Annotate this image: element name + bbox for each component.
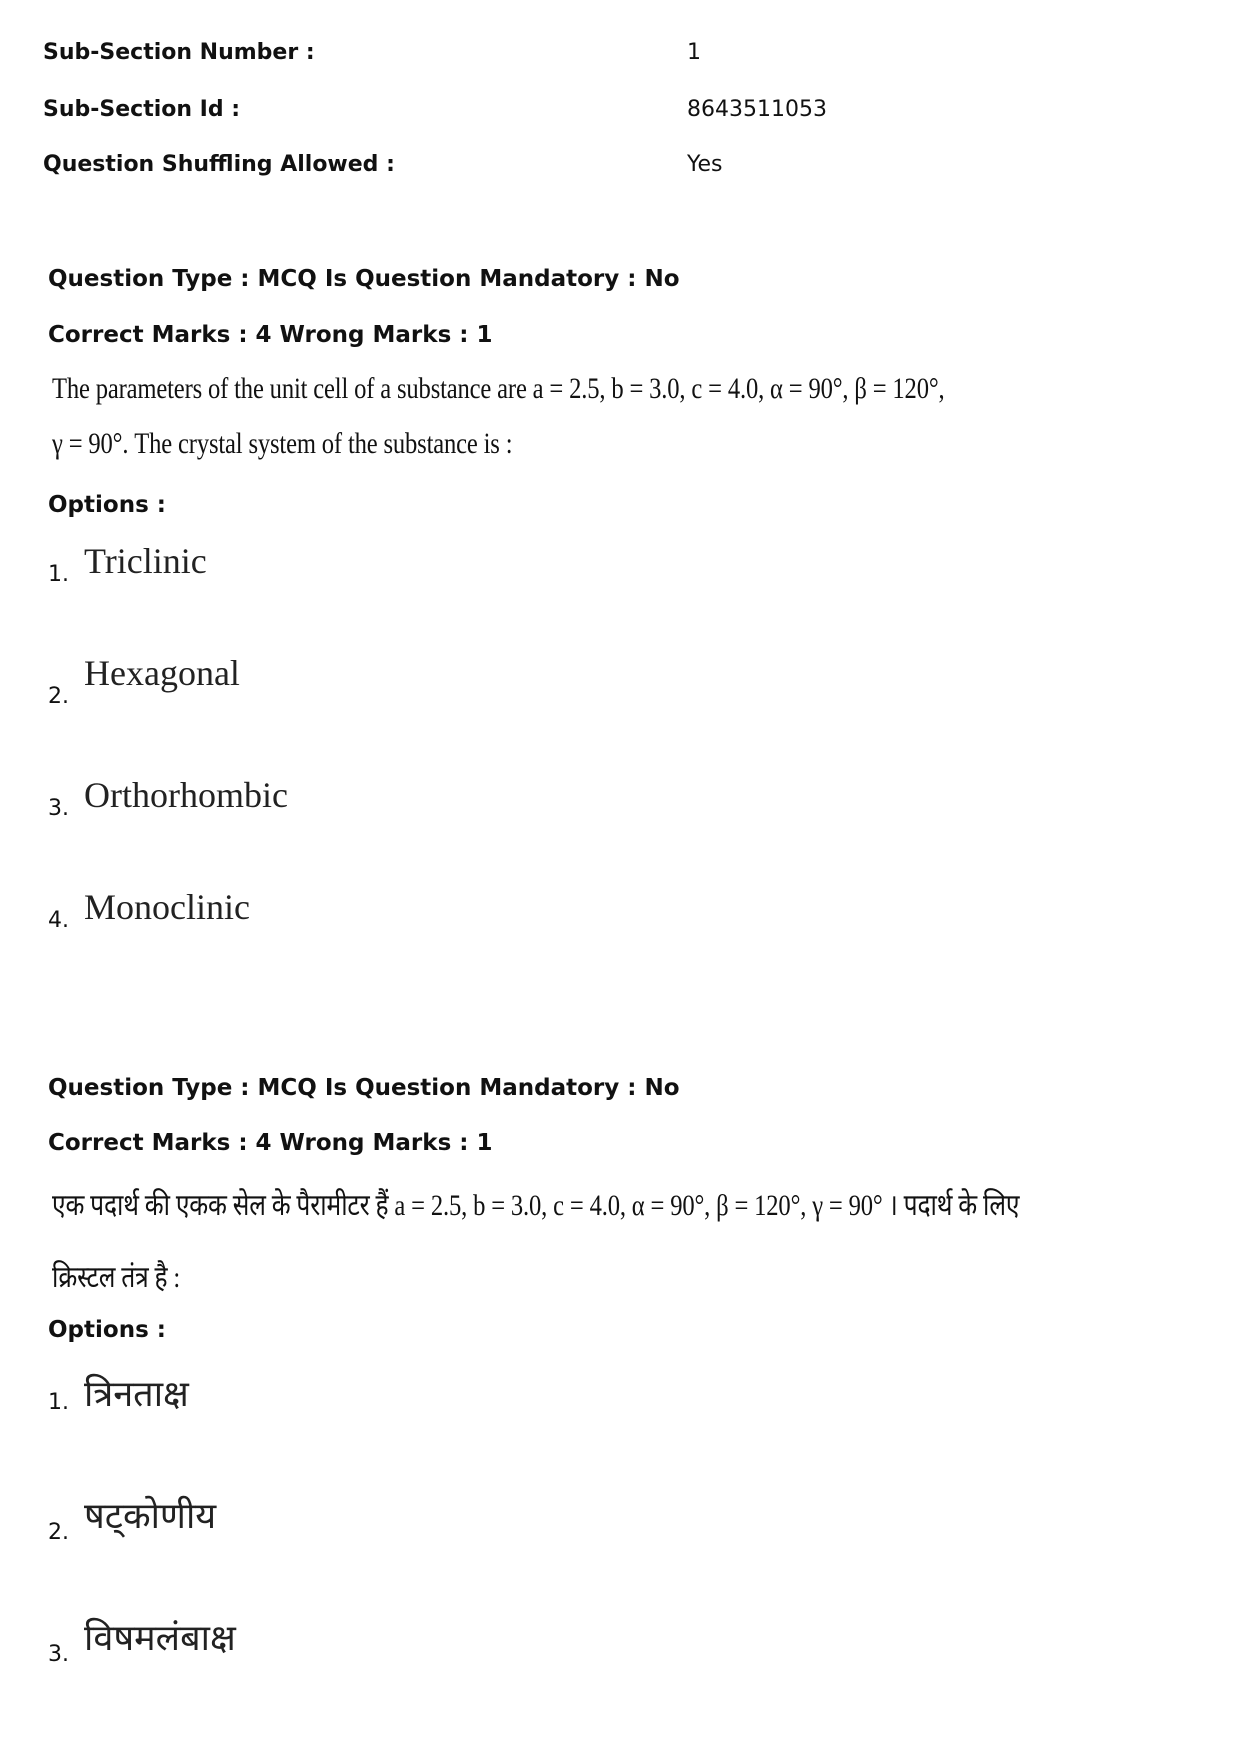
options-label: Options : [48, 1317, 166, 1343]
option-number: 4. [48, 908, 69, 933]
options-label: Options : [48, 492, 166, 518]
question-text-line: क्रिस्टल तंत्र है : [52, 1261, 181, 1294]
option-number: 1. [48, 562, 69, 587]
meta-value: Yes [687, 152, 723, 177]
option-number: 3. [48, 796, 69, 821]
meta-label: Question Shuffling Allowed : [43, 152, 395, 177]
option-number: 2. [48, 1520, 69, 1545]
question-text-line: γ = 90°. The crystal system of the substance is : [52, 427, 513, 460]
question-text-line: The parameters of the unit cell of a substance are a = 2.5, b = 3.0, c = 4.0, α = 90°, β = 120°, [52, 372, 945, 405]
option-text: Hexagonal [84, 653, 240, 693]
question-marks-line: Correct Marks : 4 Wrong Marks : 1 [48, 322, 493, 348]
meta-value: 1 [687, 40, 701, 65]
option-text: Orthorhombic [84, 775, 288, 815]
option-text: त्रिनताक्ष [84, 1374, 189, 1414]
meta-value: 8643511053 [687, 97, 827, 122]
option-number: 2. [48, 684, 69, 709]
question-type-line: Question Type : MCQ Is Question Mandatory : No [48, 266, 680, 292]
question-text-line: एक पदार्थ की एकक सेल के पैरामीटर हैं a = 2.5, b = 3.0, c = 4.0, α = 90°, β = 120°, γ = 90° । पदार्थ के लिए [52, 1189, 1020, 1222]
option-number: 1. [48, 1390, 69, 1415]
meta-label: Sub-Section Id : [43, 97, 241, 122]
question-type-line: Question Type : MCQ Is Question Mandatory : No [48, 1075, 680, 1101]
meta-label: Sub-Section Number : [43, 40, 315, 65]
option-number: 3. [48, 1642, 69, 1667]
option-text: विषमलंबाक्ष [84, 1618, 236, 1658]
question-marks-line: Correct Marks : 4 Wrong Marks : 1 [48, 1130, 493, 1156]
option-text: Triclinic [84, 541, 207, 581]
option-text: षट्कोणीय [84, 1496, 217, 1536]
option-text: Monoclinic [84, 887, 250, 927]
